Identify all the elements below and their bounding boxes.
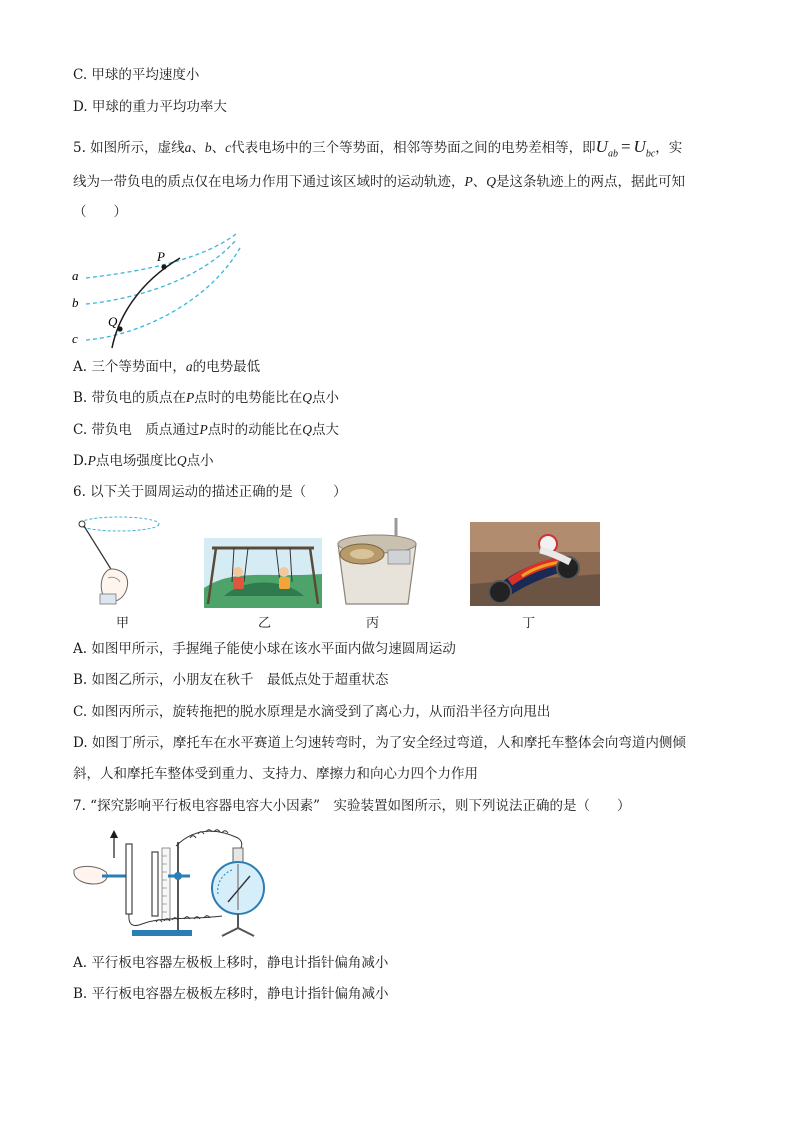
q5-stem-text: 代表电场中的三个等势面，相邻等势面之间的电势差相等，即: [231, 140, 596, 156]
q5-var-U2: U: [633, 137, 646, 156]
sleeve: [100, 594, 116, 604]
q5-bracket: （ ）: [73, 204, 127, 220]
q5-option-d-text: 点小: [186, 453, 214, 469]
q7-stem: 7. “探究影响平行板电容器电容大小因素” 实验装置如图所示，则下列说法正确的是（ ）: [73, 798, 631, 814]
q6-figure-bing: [332, 516, 422, 608]
label-c: c: [72, 331, 78, 346]
q5-sub-ab: ab: [607, 148, 618, 160]
q5-option-b: [73, 389, 339, 407]
label-b: b: [72, 295, 79, 310]
q5-var-Q: Q: [486, 174, 496, 189]
caption-bing: 丙: [366, 616, 380, 631]
electrometer-stand: [222, 914, 254, 936]
point-Q: [117, 326, 122, 331]
q6-option-d-line1: D. 如图丁所示，摩托车在水平赛道上匀速转弯时，为了安全经过弯道，人和摩托车整体会向弯道内侧倾: [73, 735, 686, 751]
q4-option-d: D. 甲球的重力平均功率大: [73, 99, 227, 115]
q5-option-c-var: Q: [302, 422, 312, 437]
q6-option-d-line2: 斜，人和摩托车整体受到重力、支持力、摩擦力和向心力四个力作用: [73, 766, 478, 782]
right-plate: [152, 852, 158, 916]
q5-option-b-text: 点时的电势能比在: [194, 390, 303, 406]
child-head: [279, 567, 289, 577]
q5-var-a: a: [184, 140, 192, 155]
q5-option-c: [73, 421, 339, 439]
q6-option-a: A. 如图甲所示，手握绳子能使小球在该水平面内做匀速圆周运动: [73, 641, 456, 657]
q5-option-d-var: Q: [176, 453, 187, 468]
q5-option-b-var: Q: [302, 390, 313, 405]
q5-sep: 、: [472, 174, 487, 190]
orbit-circle: [79, 517, 159, 531]
caption-ding: 丁: [522, 616, 536, 631]
spin-basket-center: [350, 549, 374, 559]
q5-sep: 、: [211, 140, 226, 156]
left-plate: [126, 844, 132, 914]
label-Q: Q: [108, 314, 118, 329]
q5-option-c-text: 点大: [311, 422, 339, 438]
q5-sub-bc: bc: [645, 148, 656, 160]
q6-figure-yi: [204, 538, 322, 608]
q5-var-c: c: [225, 140, 232, 155]
q5-option-d-text: 点电场强度比: [95, 453, 177, 469]
wire-top: [176, 831, 242, 852]
q5-option-c-var: P: [199, 422, 208, 437]
arrow-head: [110, 830, 118, 838]
q5-option-b-text: 点小: [312, 390, 340, 406]
q4-option-c: C. 甲球的平均速度小: [73, 67, 200, 83]
point-P: [161, 264, 166, 269]
q5-option-a-var: a: [185, 359, 193, 374]
q5-var-b: b: [204, 140, 212, 155]
q5-option-d-text: D.: [73, 453, 88, 469]
q6-option-c: C. 如图丙所示，旋转拖把的脱水原理是水滴受到了离心力，从而沿半径方向甩出: [73, 704, 551, 720]
q5-stem-text: 线为一带负电的质点仅在电场力作用下通过该区域时的运动轨迹，: [73, 174, 465, 190]
q5-option-a-text: 的电势最低: [192, 359, 261, 375]
q5-equipotential-figure: [68, 228, 248, 350]
front-wheel: [489, 581, 511, 603]
q5-option-d: [73, 452, 214, 470]
q5-option-c-text: 点时的动能比在: [207, 422, 303, 438]
q7-option-b: B. 平行板电容器左极板左移时，静电计指针偏角减小: [73, 986, 389, 1002]
string: [84, 526, 114, 574]
q6-option-b: B. 如图乙所示，小朋友在秋千 最低点处于超重状态: [73, 672, 389, 688]
q6-figure-ding: [470, 522, 600, 606]
child-body: [233, 577, 244, 589]
q7-option-a: A. 平行板电容器左极板上移时，静电计指针偏角减小: [73, 955, 389, 971]
q5-option-a-text: A. 三个等势面中，: [73, 359, 186, 375]
trajectory-line: [112, 258, 180, 348]
stand-clamp-knob: [174, 872, 182, 880]
q5-option-a: [73, 358, 260, 376]
q5-sep: 、: [191, 140, 205, 156]
q6-figure-jia: [74, 514, 164, 606]
label-P: P: [157, 249, 165, 264]
caption-yi: 乙: [258, 616, 272, 631]
q5-var-P: P: [464, 174, 473, 189]
q5-option-b-var: P: [186, 390, 195, 405]
stand-base: [132, 930, 192, 936]
caption-jia: 甲: [116, 616, 130, 631]
q5-stem-text: 是这条轨迹上的两点，据此可知: [496, 174, 685, 190]
q5-equals: =: [620, 137, 631, 156]
q5-stem-line2: [73, 173, 685, 191]
q5-option-b-text: B. 带负电的质点在: [73, 390, 187, 406]
track-far: [470, 522, 600, 552]
q5-equation: [595, 137, 656, 160]
q5-stem-text: ，实: [655, 140, 683, 156]
wash-basket: [388, 550, 410, 564]
q5-stem-line1: [73, 138, 682, 163]
q6-stem: 6. 以下关于圆周运动的描述正确的是（ ）: [73, 484, 347, 500]
q5-option-d-var: P: [87, 453, 96, 468]
q7-capacitor-figure: [72, 824, 282, 944]
q5-option-c-text: C. 带负电 质点通过: [73, 422, 200, 438]
ruler: [162, 848, 170, 920]
q5-var-U: U: [595, 137, 608, 156]
q5-stem-text: 5. 如图所示，虚线: [73, 140, 185, 156]
child-head: [233, 567, 243, 577]
label-a: a: [72, 268, 79, 283]
electrometer-terminal: [233, 848, 243, 862]
child-body: [279, 577, 290, 589]
